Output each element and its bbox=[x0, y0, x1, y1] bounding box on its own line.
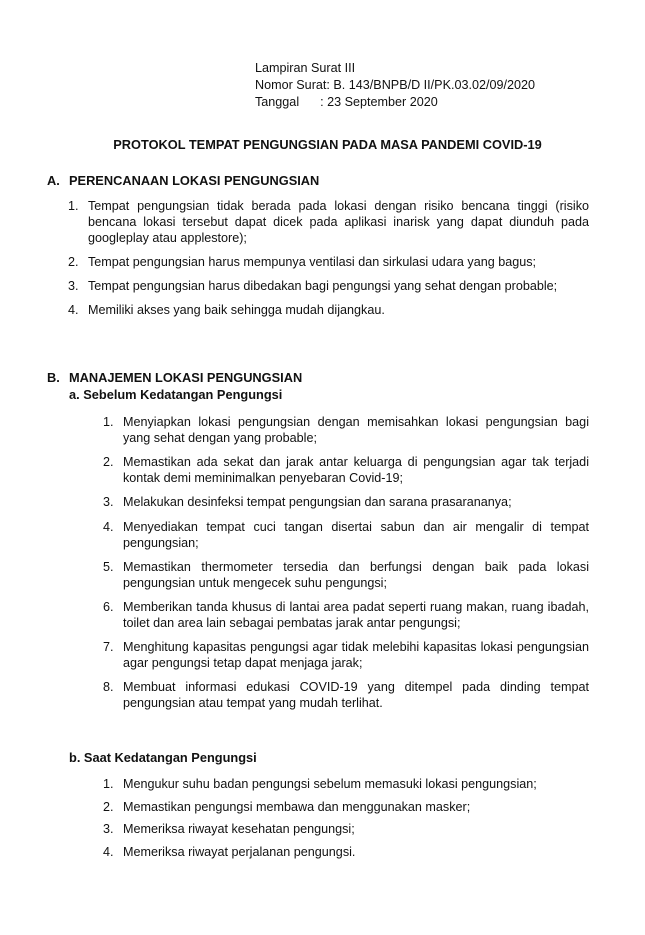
list-item: 4. Memiliki akses yang baik sehingga mudah dijangkau. bbox=[68, 303, 385, 317]
list-item: 3. Melakukan desinfeksi tempat pengungsian dan sarana prasarananya; bbox=[103, 495, 512, 510]
list-item: 2. Tempat pengungsian harus mempunya ventilasi dan sirkulasi udara yang bagus; bbox=[68, 255, 537, 269]
section-a-list bbox=[68, 198, 589, 326]
section-a-letter: A. bbox=[47, 173, 60, 188]
list-item: 2. Memastikan ada sekat dan jarak antar keluarga di pengungsian agar tak terjadi kontak demi meminimalkan penyebaran Covid-19; bbox=[103, 455, 589, 486]
section-a-heading bbox=[47, 173, 319, 189]
section-b-title: MANAJEMEN LOKASI PENGUNGSIAN bbox=[69, 370, 303, 385]
section-a-title: PERENCANAAN LOKASI PENGUNGSIAN bbox=[69, 173, 320, 188]
section-b-letter: B. bbox=[47, 370, 60, 385]
letter-date: Tanggal : 23 September 2020 bbox=[255, 95, 438, 109]
document-title: PROTOKOL TEMPAT PENGUNGSIAN PADA MASA PANDEMI COVID-19 bbox=[113, 137, 542, 152]
list-item: 3. Memeriksa riwayat kesehatan pengungsi; bbox=[103, 822, 355, 836]
list-item: 2. Memastikan pengungsi membawa dan menggunakan masker; bbox=[103, 799, 471, 814]
list-item: 1. Mengukur suhu badan pengungsi sebelum memasuki lokasi pengungsian; bbox=[103, 777, 537, 791]
letter-number: Nomor Surat: B. 143/BNPB/D II/PK.03.02/09/2020 bbox=[255, 78, 536, 92]
list-item: 5. Memastikan thermometer tersedia dan berfungsi dengan baik pada lokasi pengungsian untuk mengecek suhu pengungsi; bbox=[103, 559, 589, 590]
list-item: 1. Menyiapkan lokasi pengungsian dengan memisahkan lokasi pengungsian bagi yang sehat dengan yang probable; bbox=[103, 415, 589, 445]
section-b-heading bbox=[47, 370, 302, 386]
list-item: 4. Menyediakan tempat cuci tangan disertai sabun dan air mengalir di tempat pengungsian; bbox=[103, 519, 589, 550]
attachment-label: Lampiran Surat III bbox=[255, 61, 356, 75]
list-item: 8. Membuat informasi edukasi COVID-19 yang ditempel pada dinding tempat pengungsian atau tempat yang mudah terlihat. bbox=[103, 680, 589, 711]
list-item: 6. Memberikan tanda khusus di lantai area padat seperti ruang makan, ruang ibadah, toilet dan area lain sebagai pembatas jarak antar pengungsi; bbox=[103, 599, 589, 630]
list-item: 4. Memeriksa riwayat perjalanan pengungsi. bbox=[103, 844, 356, 859]
subsection-b-heading: b. Saat Kedatangan Pengungsi bbox=[69, 750, 257, 765]
list-item: 3. Tempat pengungsian harus dibedakan bagi pengungsi yang sehat dengan probable; bbox=[68, 279, 558, 293]
subsection-a-heading: a. Sebelum Kedatangan Pengungsi bbox=[69, 387, 283, 402]
list-item: 7. Menghitung kapasitas pengungsi agar tidak melebihi kapasitas lokasi pengungsian agar pengungsi tetap dapat menjaga jarak; bbox=[103, 640, 589, 671]
subsection-a-list bbox=[103, 414, 589, 720]
attachment-header bbox=[255, 60, 535, 111]
list-item: 1. Tempat pengungsian tidak berada pada lokasi dengan risiko bencana tinggi (risiko bencana lokasi tersebut dapat dicek pada aplikasi inarisk yang dapat diunduh pada googleplay atau applestore); bbox=[68, 199, 589, 245]
subsection-b-list bbox=[103, 776, 589, 866]
